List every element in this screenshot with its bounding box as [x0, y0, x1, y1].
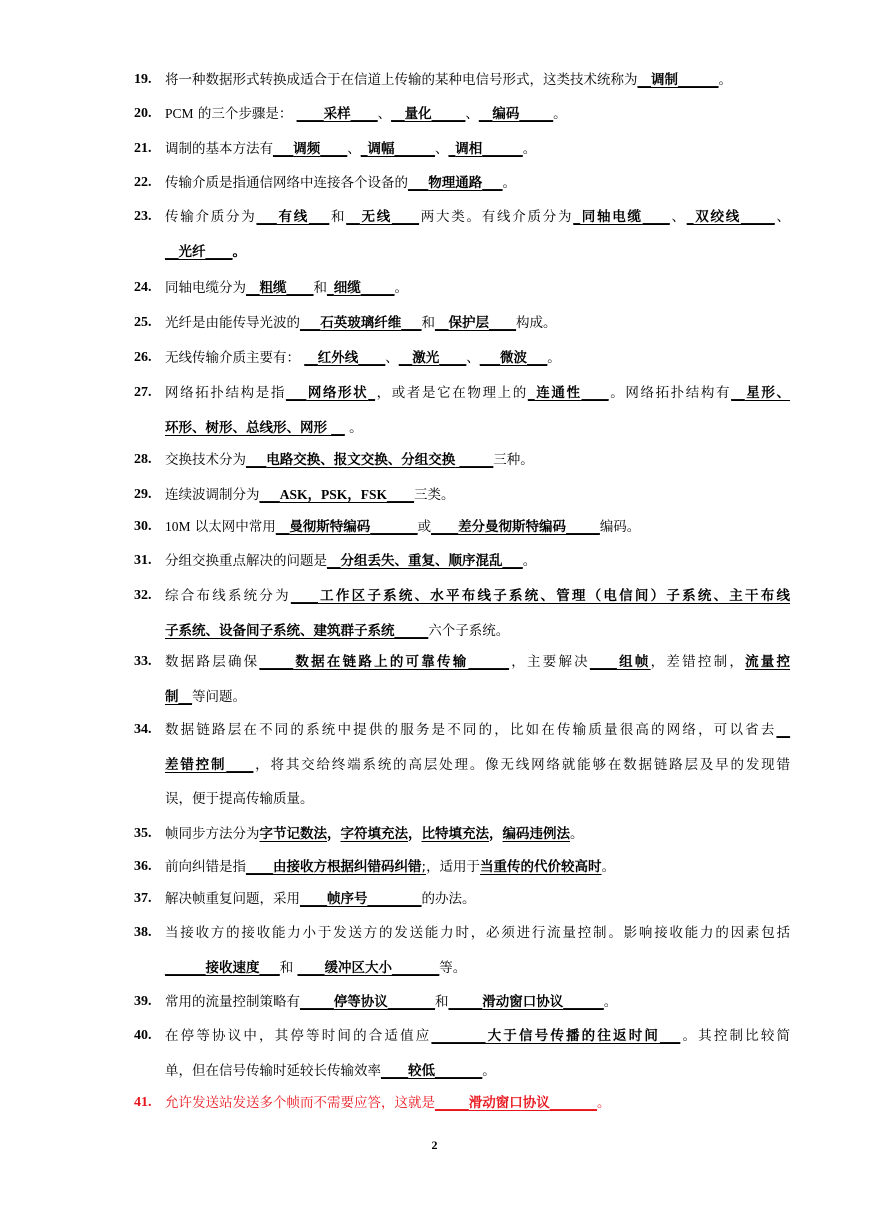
question-number: 36. — [134, 859, 152, 874]
question-text: ，适用于 — [426, 859, 481, 875]
question-text: 传输介质是指通信网络中连接各个设备的 — [165, 175, 408, 191]
question-line — [165, 992, 790, 1012]
question-text: 三类。 — [414, 487, 455, 503]
question-text: 网络拓扑结构是指 — [165, 385, 286, 401]
answer-text: 电路交换、报文交换、分组交换 — [266, 452, 456, 468]
question-text: PCM — [165, 106, 194, 121]
question-line — [165, 755, 790, 775]
question-line — [165, 207, 790, 227]
question-text: 、 — [435, 141, 449, 157]
blank-line: ; — [421, 859, 427, 875]
question-text: 。 — [601, 859, 616, 875]
answer-text: 滑动窗口协议 — [482, 994, 564, 1010]
blank-line: ____ — [246, 859, 273, 875]
question-line — [165, 450, 790, 470]
question-number: 19. — [134, 72, 152, 87]
blank-line: ___ — [256, 209, 277, 225]
question-line — [165, 652, 790, 672]
question-line — [165, 173, 790, 193]
answer-text: 字节记数法 — [259, 826, 327, 842]
blank-line: ____ — [581, 385, 609, 401]
answer-text: 接收速度 — [205, 959, 260, 976]
answer-text: 微波 — [500, 350, 528, 366]
answer-text: 无线 — [359, 209, 392, 225]
blank-line: ____ — [589, 654, 617, 670]
blank-line: _____ — [566, 519, 600, 535]
blank-line: __ — [776, 722, 790, 738]
blank-line: ___ — [259, 959, 280, 976]
question-text: 常用的流量控制策略有 — [165, 994, 300, 1010]
question-text: 、 — [385, 350, 399, 366]
question-line — [165, 517, 790, 537]
answer-text: 物理通路 — [428, 175, 483, 191]
question-text: 。 — [522, 553, 537, 569]
answer-text: 有线 — [276, 209, 309, 225]
question-text: 。 — [718, 72, 732, 88]
blank-line: ___ — [401, 315, 422, 331]
question-text: 光纤是由能传导光波的 — [165, 315, 300, 331]
blank-line: ______ — [468, 654, 509, 670]
question-text: 六个子系统。 — [428, 622, 510, 639]
question-text: 和 — [279, 959, 294, 976]
question-line — [165, 824, 790, 844]
question-text: ，或者是它在物理上的 — [375, 385, 528, 401]
question-text: 。 — [344, 419, 363, 436]
question-number: 41. — [134, 1095, 152, 1110]
question-line — [165, 1026, 790, 1046]
blank-line: __ — [275, 519, 290, 535]
question-number: 25. — [134, 315, 152, 330]
question-line — [165, 418, 790, 438]
blank-line: __ — [478, 106, 493, 122]
question-text: 两大类。有线介质分为 — [419, 209, 574, 225]
question-line — [165, 70, 790, 90]
question-number: 34. — [134, 722, 152, 737]
blank-line: ___ — [502, 553, 523, 569]
question-text: 允许发送站发送多个帧而不需要应答，这就是 — [165, 1095, 435, 1111]
question-number: 22. — [134, 175, 152, 190]
blank-line: ________ — [367, 891, 422, 907]
blank-line: ____ — [297, 959, 325, 976]
blank-line: ______ — [165, 959, 206, 976]
question-line — [165, 313, 790, 333]
question-text: 数据链路层在不同的系统中提供的服务是不同的，比如在传输质量很高的网络，可以省去 — [165, 722, 777, 738]
answer-text: 缓冲区大小 — [324, 959, 393, 976]
answer-text: ， — [408, 826, 422, 842]
question-line — [165, 104, 790, 124]
answer-text: 分组丢失、重复、顺序混乱 — [340, 553, 503, 569]
question-text: ，差错控制， — [650, 654, 746, 670]
blank-line: ____ — [226, 756, 254, 773]
question-text: 数据路层确保 — [165, 654, 260, 670]
blank-line: __ — [435, 315, 449, 331]
question-line — [165, 720, 790, 740]
blank-line: ___ — [246, 452, 267, 468]
question-number: 40. — [134, 1028, 152, 1043]
answer-text: 比特填充法 — [421, 826, 489, 842]
answer-text: 滑动窗口协议 — [468, 1095, 550, 1111]
question-text: 。 — [597, 1095, 611, 1111]
question-text: 10M — [165, 519, 191, 534]
question-text: 。其控制比较简 — [680, 1028, 791, 1044]
question-line — [165, 383, 790, 403]
question-text: 。 — [482, 1062, 496, 1079]
question-number: 24. — [134, 280, 152, 295]
blank-line: __ — [637, 72, 651, 88]
question-line — [165, 551, 790, 571]
answer-text: 组帧 — [616, 654, 651, 670]
question-text: 或 — [417, 519, 432, 535]
page-number: 2 — [431, 1138, 438, 1152]
question-text: 。 — [553, 106, 567, 122]
blank-line: _______ — [370, 519, 418, 535]
answer-text: 曼彻斯特编码 — [289, 519, 371, 535]
question-text: 调制的基本方法有 — [165, 141, 273, 157]
question-text: 误，便于提高传输质量。 — [165, 791, 314, 807]
blank-line: ___ — [482, 175, 503, 191]
question-text: 、 — [669, 209, 687, 225]
question-line — [165, 348, 790, 368]
question-text: 分组交换重点解决的问题是 — [165, 553, 327, 569]
blank-line: __ — [731, 385, 745, 401]
question-number: 30. — [134, 519, 152, 534]
question-text: 以太网中常用 — [190, 519, 276, 535]
blank-line: ___ — [273, 141, 294, 157]
answer-text: 停等协议 — [333, 994, 388, 1010]
blank-line: __ — [327, 419, 345, 436]
question-text: 帧同步方法分为 — [165, 826, 260, 842]
blank-line: ____ — [358, 350, 386, 366]
question-text: ，将其交给终端系统的高层处理。像无线网络就能够在数据链路层及早的发现错 — [253, 756, 791, 773]
blank-line: _ — [527, 385, 535, 401]
question-text: 等问题。 — [192, 688, 246, 705]
blank-line: _ — [573, 209, 580, 225]
blank-line: ____ — [290, 588, 318, 604]
question-text: 三种。 — [493, 452, 534, 468]
question-text: 。 — [547, 350, 561, 366]
question-number: 38. — [134, 925, 152, 940]
question-line — [165, 485, 790, 505]
question-text: 解决帧重复问题，采用 — [165, 891, 300, 907]
answer-text: 调频 — [293, 141, 321, 157]
blank-line: _______ — [392, 959, 440, 976]
question-text: 连续波调制分为 — [165, 487, 260, 503]
blank-line: _____ — [259, 654, 294, 670]
blank-line: ___ — [479, 350, 501, 366]
blank-line: _____ — [394, 622, 429, 639]
question-number: 28. — [134, 452, 152, 467]
question-text: 同轴电缆分为 — [165, 280, 246, 296]
question-number: 33. — [134, 654, 152, 669]
question-text: ，主要解决 — [509, 654, 590, 670]
question-text: 当接收方的接收能力小于发送方的发送能力时，必须进行流量控制。影响接收能力的因素包括 — [165, 925, 790, 941]
blank-line: ______ — [482, 141, 523, 157]
question-line — [165, 621, 790, 641]
question-text: 等。 — [439, 959, 467, 976]
question-line — [165, 923, 790, 943]
answer-text: 双绞线 — [693, 209, 741, 225]
question-text: 的办法。 — [421, 891, 476, 907]
blank-line: ____ — [392, 209, 419, 225]
answer-text: 编码违例法 — [502, 826, 570, 842]
answer-text: 编码 — [492, 106, 520, 122]
answer-text: 由接收方根据纠错码纠错 — [273, 859, 422, 875]
question-text: 、 — [377, 106, 392, 122]
question-text: 、 — [465, 106, 479, 122]
blank-line: ________ — [431, 1028, 486, 1044]
question-text: 、 — [347, 141, 361, 157]
question-text: 。网络拓扑结构有 — [608, 385, 732, 401]
blank-line: ______ — [394, 141, 435, 157]
answer-text: 较低 — [408, 1062, 435, 1079]
blank-line: ____ — [439, 350, 467, 366]
blank-line: ____ — [489, 315, 516, 331]
blank-line: _ — [360, 141, 368, 157]
question-text: 和 — [435, 994, 449, 1010]
blank-line: ____ — [320, 141, 348, 157]
question-text: 。 — [570, 826, 584, 842]
blank-line: ____ — [387, 487, 415, 503]
blank-line: _____ — [459, 452, 494, 468]
question-line — [165, 687, 790, 707]
question-line — [165, 139, 790, 159]
blank-line: __ — [391, 106, 405, 122]
blank-line: ___ — [408, 175, 429, 191]
question-number: 35. — [134, 826, 152, 841]
blank-line: ____ — [431, 519, 459, 535]
blank-line: __ — [178, 688, 192, 705]
question-number: 39. — [134, 994, 152, 1009]
question-text: 综合布线系统分为 — [165, 588, 291, 604]
question-text: 。 — [502, 175, 516, 191]
answer-text: 大于信号传播的往返时间 — [485, 1028, 661, 1044]
blank-line: _ — [327, 280, 334, 296]
question-text: 将一种数据形式转换成适合于在信道上传输的某种电信号形式，这类技术统称为 — [165, 72, 638, 88]
blank-line: ____ — [300, 891, 327, 907]
question-number: 37. — [134, 891, 152, 906]
question-number: 32. — [134, 588, 152, 603]
answer-text: 字符填充法 — [340, 826, 408, 842]
question-number: 29. — [134, 487, 152, 502]
blank-line: ____ — [205, 243, 233, 260]
question-text: 。 — [394, 280, 408, 296]
blank-line: ___ — [309, 209, 330, 225]
blank-line: __ — [165, 243, 179, 260]
blank-line: _______ — [387, 994, 435, 1010]
question-text: 和 — [329, 209, 347, 225]
blank-line: ___ — [285, 385, 307, 401]
answer-text: 红外线 — [317, 350, 359, 366]
blank-line: ____ — [296, 106, 324, 122]
question-line — [165, 1061, 790, 1081]
question-text: 。 — [522, 141, 537, 157]
question-text: 构成。 — [516, 315, 557, 331]
question-line — [165, 958, 790, 978]
question-text: 传输介质分为 — [165, 209, 257, 225]
blank-line: _ — [686, 209, 694, 225]
question-number: 23. — [134, 209, 152, 224]
answer-text: 网络形状 — [306, 385, 369, 401]
blank-line: _____ — [300, 994, 334, 1010]
answer-text: 调制 — [651, 72, 678, 88]
question-line — [165, 889, 790, 909]
blank-line: _ — [368, 385, 376, 401]
question-text: 的三个步骤是： — [193, 106, 297, 122]
question-line — [165, 789, 790, 809]
question-text: 前向纠错是指 — [165, 859, 246, 875]
answer-text: 采样 — [323, 106, 351, 122]
answer-text: 保护层 — [448, 315, 489, 331]
answer-text: 同轴电缆 — [580, 209, 643, 225]
blank-line: __ — [246, 280, 260, 296]
question-line — [165, 242, 790, 262]
blank-line: __ — [327, 553, 341, 569]
answer-text: 制 — [165, 688, 179, 705]
blank-line: _____ — [431, 106, 466, 122]
answer-text: 量化 — [404, 106, 432, 122]
blank-line: _____ — [360, 280, 395, 296]
blank-line: ___ — [660, 1028, 681, 1044]
question-number: 31. — [134, 553, 152, 568]
answer-text: 粗缆 — [259, 280, 287, 296]
blank-line: ____ — [381, 1062, 408, 1079]
answer-text: 流量控 — [745, 654, 791, 670]
blank-line: ______ — [563, 994, 604, 1010]
blank-line: ___ — [300, 315, 321, 331]
blank-line: _______ — [549, 1095, 597, 1111]
blank-line: _____ — [519, 106, 554, 122]
blank-line: _______ — [435, 1062, 483, 1079]
blank-line: ____ — [642, 209, 670, 225]
answer-text: 差分曼彻斯特编码 — [458, 519, 567, 535]
answer-text: 差错控制 — [165, 756, 227, 773]
blank-line: _____ — [448, 994, 483, 1010]
answer-text: 当重传的代价较高时 — [480, 859, 602, 875]
question-text: 无线传输介质主要有： — [165, 350, 305, 366]
question-text: 。 — [603, 994, 618, 1010]
blank-line: ___ — [527, 350, 548, 366]
answer-text: 细缆 — [333, 280, 361, 296]
answer-text: 激光 — [412, 350, 440, 366]
blank-line: ____ — [350, 106, 378, 122]
answer-text: 帧序号 — [327, 891, 368, 907]
blank-line: ___ — [259, 487, 280, 503]
answer-text: 石英玻璃纤维 — [320, 315, 402, 331]
answer-text: ASK，PSK，FSK — [279, 487, 388, 502]
blank-line: ______ — [678, 72, 719, 88]
blank-line: _ — [448, 141, 456, 157]
blank-line: __ — [346, 209, 360, 225]
answer-text: 环形、树形、总线形、网形 — [165, 419, 327, 436]
question-text: 、 — [466, 350, 480, 366]
answer-text: 子系统、设备间子系统、建筑群子系统 — [165, 622, 395, 639]
question-text: 和 — [313, 280, 327, 296]
question-text: 交换技术分为 — [165, 452, 246, 468]
answer-text: 光纤 — [178, 243, 206, 260]
question-line — [165, 857, 790, 877]
answer-text: 数据在链路上的可靠传输 — [293, 654, 469, 670]
question-text: 单，但在信号传输时延较长传输效率 — [165, 1062, 381, 1079]
question-text: 、 — [774, 209, 790, 225]
question-text: 在停等协议中，其停等时间的合适值应 — [165, 1028, 432, 1044]
question-text: 和 — [421, 315, 435, 331]
question-text: 编码。 — [599, 519, 641, 535]
blank-line: __ — [304, 350, 318, 366]
answer-text: 调幅 — [367, 141, 395, 157]
blank-line: ____ — [286, 280, 314, 296]
answer-text: 星形、 — [744, 385, 791, 401]
answer-text: ， — [489, 826, 503, 842]
question-number: 21. — [134, 141, 152, 156]
answer-text: 连通性 — [534, 385, 582, 401]
answer-text: 。 — [232, 243, 246, 260]
blank-line: _____ — [741, 209, 775, 225]
blank-line: __ — [398, 350, 413, 366]
question-number: 27. — [134, 385, 152, 400]
question-number: 26. — [134, 350, 152, 365]
answer-text: 调相 — [455, 141, 483, 157]
question-number: 20. — [134, 106, 152, 121]
answer-text: 工作区子系统、水平布线子系统、管理（电信间）子系统、主干布线 — [317, 588, 791, 604]
blank-line: _____ — [435, 1095, 469, 1111]
question-line — [165, 586, 790, 606]
answer-text: ， — [327, 826, 341, 842]
question-line — [165, 1093, 790, 1113]
question-line — [165, 278, 790, 298]
